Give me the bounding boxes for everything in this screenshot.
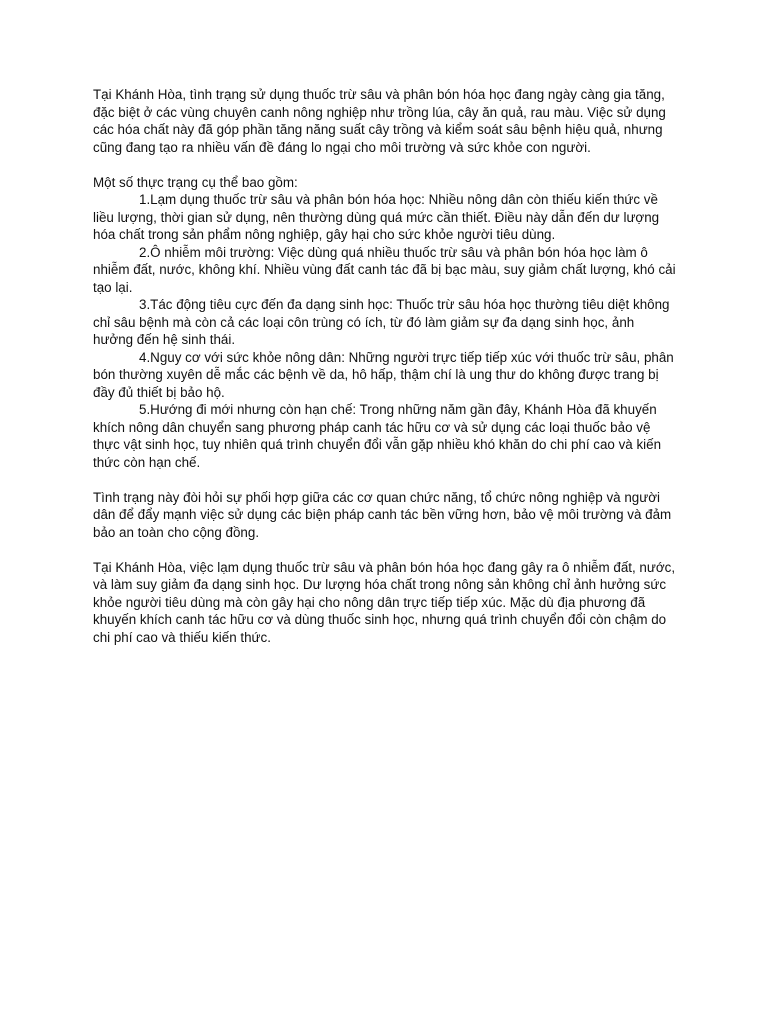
intro-paragraph: Tại Khánh Hòa, tình trạng sử dụng thuốc trừ sâu và phân bón hóa học đang ngày càng gia tăng, đặc biệt ở các vùng chuyên canh nông nghiệp như trồng lúa, cây ăn quả, rau màu. Việc sử dụng các hóa chất này đã góp phần tăng năng suất cây trồng và kiểm soát sâu bệnh hiệu quả, nhưng cũng đang tạo ra nhiều vấn đề đáng lo ngại cho môi trường và sức khỏe con người. [93,87,666,155]
list-item: 3.Tác động tiêu cực đến đa dạng sinh học: Thuốc trừ sâu hóa học thường tiêu diệt không chỉ sâu bệnh mà còn cả các loại côn trùng có ích, từ đó làm giảm sự đa dạng sinh học, ảnh hưởng đến hệ sinh thái. [93,297,670,347]
list-item: 2.Ô nhiễm môi trường: Việc dùng quá nhiều thuốc trừ sâu và phân bón hóa học làm ô nhiễm đất, nước, không khí. Nhiều vùng đất canh tác đã bị bạc màu, suy giảm chất lượng, khó cải tạo lại. [93,244,676,295]
list-item: 1.Lạm dụng thuốc trừ sâu và phân bón hóa học: Nhiều nông dân còn thiếu kiến thức về liều lượng, thời gian sử dụng, nên thường dùng quá mức cần thiết. Điều này dẫn đến dư lượng hóa chất trong sản phẩm nông nghiệp, gây hại cho sức khỏe người tiêu dùng. [93,192,660,242]
summary-paragraph: Tại Khánh Hòa, việc lạm dụng thuốc trừ sâu và phân bón hóa học đang gây ra ô nhiễm đất, nước, và làm suy giảm đa dạng sinh học. Dư lượng hóa chất trong nông sản không chỉ ảnh hưởng sức khỏe người tiêu dùng mà còn gây hại cho nông dân trực tiếp tiếp xúc. Mặc dù địa phương đã khuyến khích canh tác hữu cơ và dùng thuốc sinh học, nhưng quá trình chuyển đổi còn chậm do chi phí cao và thiếu kiến thức. [93,559,676,645]
paragraph-spacer [93,541,677,559]
coordination-paragraph: Tình trạng này đòi hỏi sự phối hợp giữa các cơ quan chức năng, tổ chức nông nghiệp và người dân để đẩy mạnh việc sử dụng các biện pháp canh tác bền vững hơn, bảo vệ môi trường và đảm bảo an toàn cho cộng đồng. [93,489,672,540]
document-body [93,86,677,646]
list-item: 5.Hướng đi mới nhưng còn hạn chế: Trong những năm gần đây, Khánh Hòa đã khuyến khích nông dân chuyển sang phương pháp canh tác hữu cơ và sử dụng các loại thuốc bảo vệ thực vật sinh học, tuy nhiên quá trình chuyển đổi vẫn gặp nhiều khó khăn do chi phí cao và kiến thức còn hạn chế. [93,402,662,470]
paragraph-spacer [93,471,677,489]
paragraph-spacer [93,156,677,174]
list-heading: Một số thực trạng cụ thể bao gồm: [93,174,298,190]
list-item: 4.Nguy cơ với sức khỏe nông dân: Những người trực tiếp tiếp xúc với thuốc trừ sâu, phân bón thường xuyên dễ mắc các bệnh về da, hô hấp, thậm chí là ung thư do không được trang bị đầy đủ thiết bị bảo hộ. [93,349,674,400]
